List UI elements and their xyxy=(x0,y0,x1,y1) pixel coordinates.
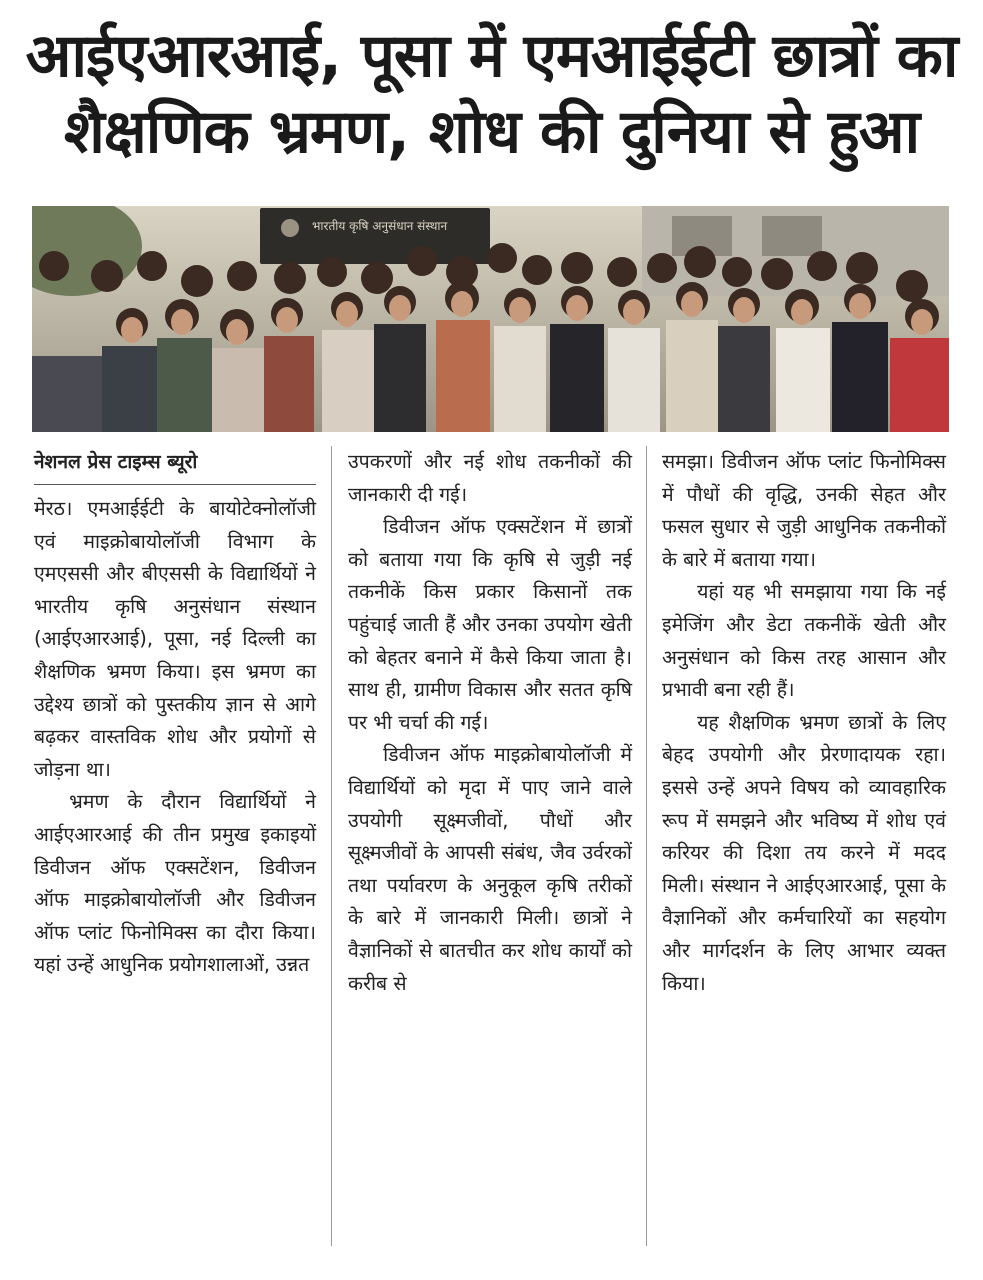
byline: नेशनल प्रेस टाइम्स ब्यूरो xyxy=(34,446,316,485)
institute-logo-icon xyxy=(281,219,299,237)
article-paragraph: डिवीजन ऑफ माइक्रोबायोलॉजी में विद्यार्थियों को मृदा में पाए जाने वाले उपयोगी सूक्ष्मजीवों, पौधों और सूक्ष्मजीवों के आपसी संबंध, जैव उर्वरकों तथा पर्यावरण के अनुकूल कृषि तरीकों के बारे में जानकारी मिली। छात्रों ने वैज्ञानिकों से बातचीत कर शोध कार्यों को करीब से xyxy=(348,743,632,995)
institute-sign-text: भारतीय कृषि अनुसंधान संस्थान xyxy=(312,219,448,233)
article-paragraph: मेरठ। एमआईईटी के बायोटेक्नोलॉजी एवं माइक्रोबायोलॉजी विभाग के एमएससी और बीएससी के विद्यार्थियों ने भारतीय कृषि अनुसंधान संस्थान (आईएआरआई), पूसा, नई दिल्ली का शैक्षणिक भ्रमण किया। इस भ्रमण का उद्देश्य छात्रों को पुस्तकीय ज्ञान से आगे बढ़कर वास्तविक शोध और प्रयोगों से जोड़ना था। xyxy=(34,497,316,781)
article-paragraph: यहां यह भी समझाया गया कि नई इमेजिंग और डेटा तकनीकें खेती और अनुसंधान को किस तरह आसान और प्रभावी बना रही हैं। xyxy=(662,580,946,702)
headline-line-2: शैक्षणिक भ्रमण, शोध की दुनिया से हुआ xyxy=(63,97,920,167)
article-paragraph: भ्रमण के दौरान विद्यार्थियों ने आईएआरआई की तीन प्रमुख इकाइयों डिवीजन ऑफ एक्सटेंशन, डिवीजन ऑफ माइक्रोबायोलॉजी और डिवीजन ऑफ प्लांट फिनोमिक्स का दौरा किया। यहां उन्हें आधुनिक प्रयोगशालाओं, उन्नत xyxy=(34,790,316,977)
column-divider xyxy=(646,446,647,1246)
article-paragraph: उपकरणों और नई शोध तकनीकों की जानकारी दी गई। xyxy=(348,450,632,506)
group-photo xyxy=(32,206,949,432)
article-paragraph: डिवीजन ऑफ एक्सटेंशन में छात्रों को बताया गया कि कृषि से जुड़ी नई तकनीकें किस प्रकार किसानों तक पहुंचाई जाती हैं और उनका उपयोग खेती को बेहतर बनाने में कैसे किया जाता है। साथ ही, ग्रामीण विकास और सतत कृषि पर भी चर्चा की गई। xyxy=(348,515,632,734)
column-divider xyxy=(331,446,332,1246)
group-photo-illustration xyxy=(32,206,949,432)
article-paragraph: समझा। डिवीजन ऑफ प्लांट फिनोमिक्स में पौधों की वृद्धि, उनकी सेहत और फसल सुधार से जुड़ी आधुनिक तकनीकों के बारे में बताया गया। xyxy=(662,450,946,571)
headline-line-1: आईएआरआई, पूसा में एमआईईटी छात्रों का xyxy=(25,21,958,91)
article-paragraph: यह शैक्षणिक भ्रमण छात्रों के लिए बेहद उपयोगी और प्रेरणादायक रहा। इससे उन्हें अपने विषय को व्यावहारिक रूप में समझने और भविष्य में शोध एवं करियर की दिशा तय करने में मदद मिली। संस्थान ने आईएआरआई, पूसा के वैज्ञानिकों और कर्मचारियों का सहयोग और मार्गदर्शन के लिए आभार व्यक्त किया। xyxy=(662,710,946,995)
article-column-3 xyxy=(662,446,946,1000)
headline xyxy=(14,18,969,170)
article-column-2 xyxy=(348,446,632,1000)
institute-sign-board xyxy=(260,208,490,264)
article-column-1 xyxy=(34,446,316,982)
